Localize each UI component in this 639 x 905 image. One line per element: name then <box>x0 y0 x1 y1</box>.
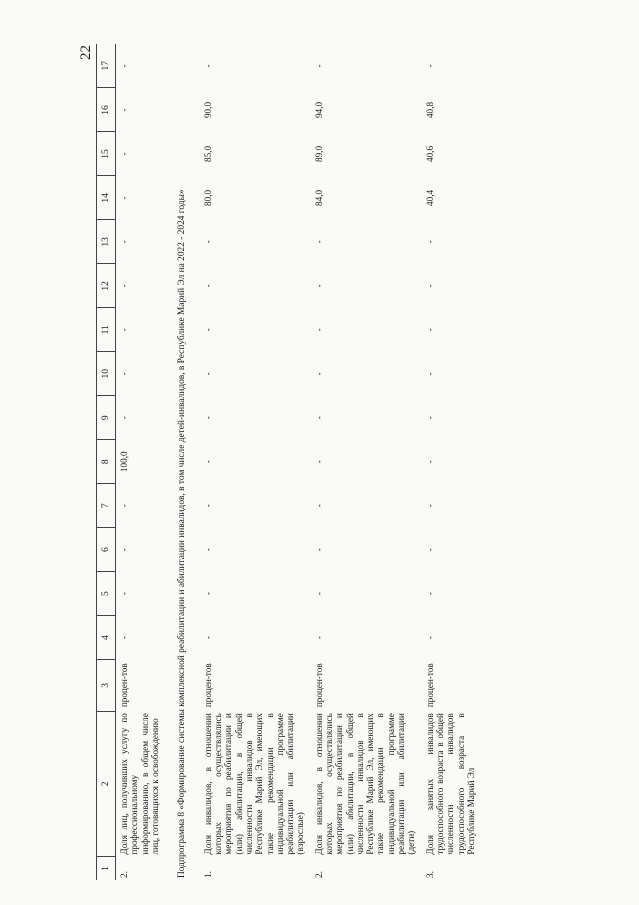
column-number-10: 10 <box>97 352 116 396</box>
indicator-value: - <box>202 460 213 464</box>
indicator-value: - <box>313 284 324 288</box>
indicator-value: - <box>424 416 435 420</box>
indicator-value: - <box>424 284 435 288</box>
indicator-value: 90,0 <box>202 101 213 119</box>
indicator-value: - <box>119 284 129 288</box>
column-number-1: 1 <box>97 857 116 880</box>
indicator-value: 84,0 <box>313 189 324 206</box>
indicator-value: 100,0 <box>119 451 129 473</box>
column-number-2: 2 <box>97 711 116 856</box>
indicator-value: - <box>424 460 435 464</box>
indicator-value: - <box>202 636 213 640</box>
column-number-8: 8 <box>97 440 116 484</box>
column-number-5: 5 <box>97 572 116 616</box>
column-number-17: 17 <box>97 44 116 88</box>
indicator-value: - <box>202 372 213 376</box>
page-number: 22 <box>78 45 94 60</box>
subprogram-heading-row <box>165 44 200 880</box>
indicator-value: - <box>424 504 435 508</box>
indicator-value: - <box>119 548 129 552</box>
indicator-value: - <box>313 416 324 420</box>
indicator-value: - <box>119 372 129 376</box>
table-body <box>116 44 482 880</box>
indicator-value: - <box>424 372 435 376</box>
table-row <box>116 44 166 880</box>
indicator-value: - <box>202 64 213 68</box>
indicator-value: - <box>424 240 435 244</box>
rotated-table-sheet <box>96 44 536 880</box>
subprogram-title: Подпрограмма 8 «Формирование системы комплексной реабилитации и абилитации инвалидов, в том числе детей-инвалидов, в Республике Марий Эл на 2022 - 2024 годы» <box>177 189 188 878</box>
indicator-value: 40,8 <box>424 101 435 119</box>
indicator-value: - <box>313 460 324 464</box>
indicator-value: - <box>202 592 213 596</box>
unit-of-measure: процен-тов <box>202 663 213 708</box>
indicator-value: - <box>202 284 213 288</box>
unit-of-measure: процен-тов <box>313 663 324 708</box>
indicator-value: - <box>119 636 129 640</box>
column-number-7: 7 <box>97 484 116 528</box>
indicator-value: - <box>202 240 213 244</box>
indicator-value: - <box>202 328 213 332</box>
column-number-4: 4 <box>97 616 116 660</box>
unit-of-measure: процен-тов <box>424 663 435 708</box>
indicator-value: 80,0 <box>202 189 213 206</box>
table-row <box>311 44 422 880</box>
indicator-value: - <box>424 636 435 640</box>
indicator-value: - <box>119 196 129 200</box>
indicator-value: - <box>119 64 129 68</box>
indicator-value: 94,0 <box>313 101 324 119</box>
indicators-table <box>96 44 481 880</box>
indicator-name: Доля инвалидов, в отношении которых осуществлялись мероприятия по реабилитации и (или) абилитации, в общей численности инвалидов в Республике Марий Эл, имеющих такие рекомендации в индивидуальной программе реабилитации или абилитации (дети) <box>313 713 417 855</box>
indicator-value: - <box>313 636 324 640</box>
indicator-value: - <box>119 240 129 244</box>
indicator-value: - <box>119 504 129 508</box>
row-number: 2. <box>119 871 129 878</box>
indicator-value: - <box>119 416 129 420</box>
column-number-9: 9 <box>97 396 116 440</box>
indicator-value: 85,0 <box>202 145 213 162</box>
indicator-value: - <box>202 548 213 552</box>
indicator-name: Доля занятых инвалидов трудоспособного возраста в общей численности инвалидов трудоспособного возраста в Республике Марий Эл <box>424 713 476 855</box>
indicator-value: - <box>202 504 213 508</box>
indicator-value: - <box>119 592 129 596</box>
column-number-16: 16 <box>97 88 116 132</box>
column-number-11: 11 <box>97 308 116 352</box>
indicator-value: - <box>313 504 324 508</box>
indicator-value: 89,0 <box>313 145 324 162</box>
row-number: 1. <box>202 871 213 878</box>
indicator-value: - <box>119 328 129 332</box>
indicator-value: - <box>313 372 324 376</box>
column-number-3: 3 <box>97 660 116 712</box>
indicator-value: - <box>313 548 324 552</box>
indicator-value: - <box>313 240 324 244</box>
table-row <box>200 44 311 880</box>
indicator-name: Доля инвалидов, в отношении которых осуществлялись мероприятия по реабилитации и (или) абилитации, в общей численности инвалидов в Республике Марий Эл, имеющих такие рекомендации в индивидуальной программе реабилитации или абилитации (взрослые) <box>202 713 306 855</box>
table-row <box>422 44 481 880</box>
indicator-value: - <box>202 416 213 420</box>
indicator-name: Доля лиц, получивших услугу по профессиональному информированию, в общем числе лиц, готовящихся к освобождению <box>119 713 160 855</box>
unit-of-measure: процен-тов <box>119 663 129 708</box>
column-number-14: 14 <box>97 176 116 220</box>
row-number: 2. <box>313 871 324 878</box>
indicator-value: - <box>424 592 435 596</box>
column-number-header <box>97 44 116 880</box>
indicator-value: 40,6 <box>424 145 435 162</box>
indicator-value: - <box>424 548 435 552</box>
column-number-6: 6 <box>97 528 116 572</box>
indicator-value: - <box>313 64 324 68</box>
indicator-value: - <box>313 592 324 596</box>
indicator-value: - <box>313 328 324 332</box>
indicator-value: - <box>119 108 129 112</box>
column-number-12: 12 <box>97 264 116 308</box>
column-number-13: 13 <box>97 220 116 264</box>
indicator-value: - <box>119 152 129 156</box>
column-number-15: 15 <box>97 132 116 176</box>
indicator-value: - <box>424 64 435 68</box>
row-number: 3. <box>424 871 435 878</box>
indicator-value: 40,4 <box>424 189 435 206</box>
indicator-value: - <box>424 328 435 332</box>
